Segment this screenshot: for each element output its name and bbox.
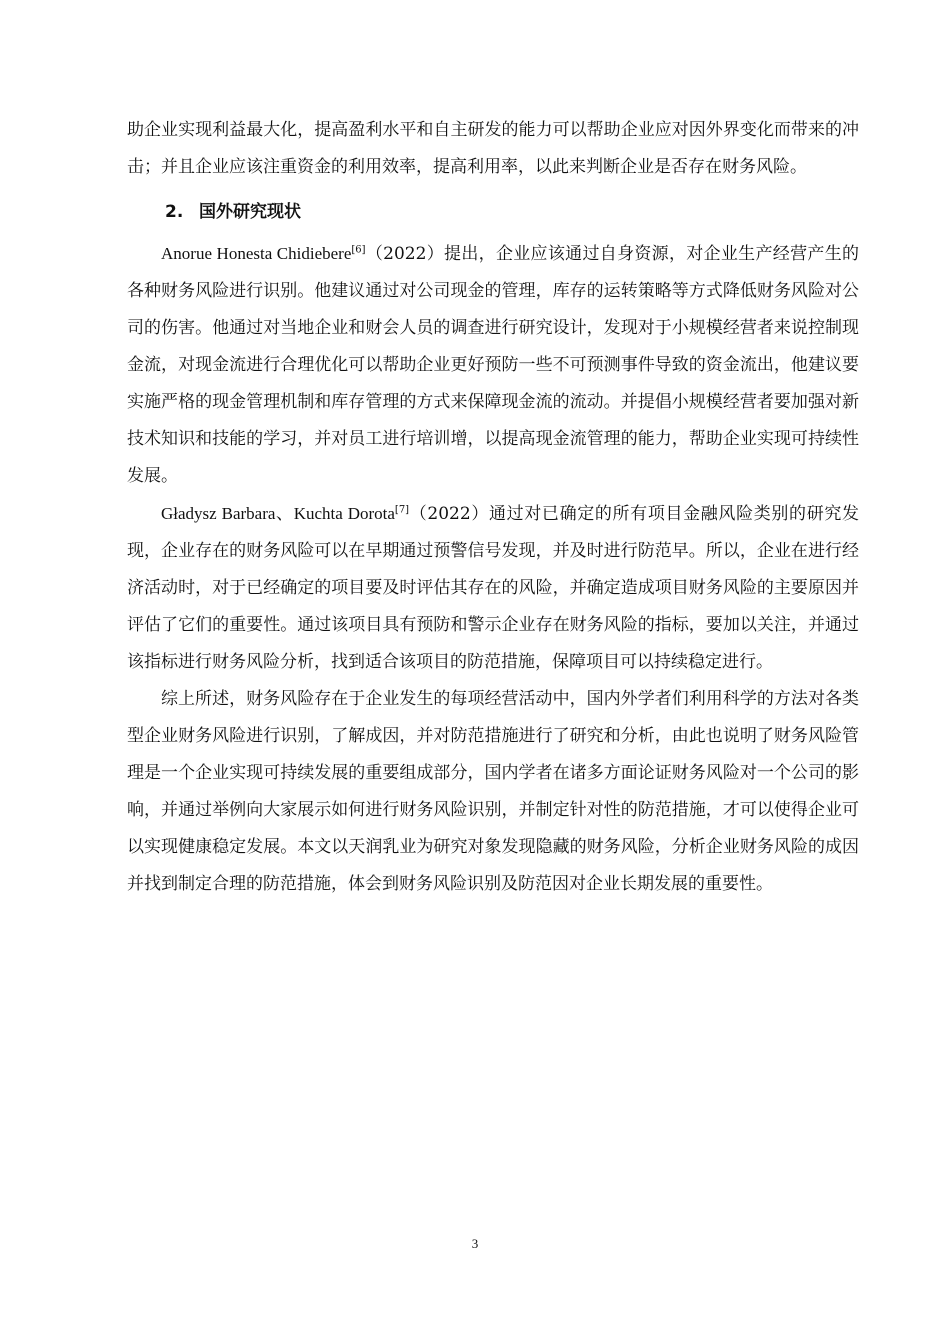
paragraph-continued: 助企业实现利益最大化，提高盈利水平和自主研发的能力可以帮助企业应对因外界变化而带来的冲击；并且企业应该注重资金的利用效率，提高利用率，以此来判断企业是否存在财务风险。 [127,120,859,177]
reference-marker: [7] [394,504,410,516]
section-heading [127,194,859,231]
citation-author: Anorue Honesta Chidiebere [161,244,352,263]
paragraph-text: （2022）通过对已确定的所有项目金融风险类别的研究发现，企业存在的财务风险可以在早期通过预警信号发现，并及时进行防范早。所以，企业在进行经济活动时，对于已经确定的项目要及时评估其存在的风险，并确定造成项目财务风险的主要原因并评估了它们的重要性。通过该项目具有预防和警示企业存在财务风险的指标，要加以关注，并通过该指标进行财务风险分析，找到适合该项目的防范措施，保障项目可以持续稳定进行。 [127,504,859,672]
reference-marker: [6] [351,244,366,256]
document-body [127,112,859,903]
page-number: 3 [471,1236,479,1251]
paragraph-chidiebere [127,235,859,495]
paragraph-text: （2022）提出，企业应该通过自身资源，对企业生产经营产生的各种财务风险进行识别。他建议通过对公司现金的管理，库存的运转策略等方式降低财务风险对公司的伤害。他通过对当地企业和财会人员的调查进行研究设计，发现对于小规模经营者来说控制现金流，对现金流进行合理优化可以帮助企业更好预防一些不可预测事件导致的资金流出，他建议要实施严格的现金管理机制和库存管理的方式来保障现金流的流动。并提倡小规模经营者要加强对新技术知识和技能的学习，并对员工进行培训增，以提高现金流管理的能力，帮助企业实现可持续性发展。 [127,244,860,486]
section-number: 2. [165,202,184,222]
citation-author: Gładysz Barbara、Kuchta Dorota [161,504,395,523]
section-title: 国外研究现状 [199,202,301,222]
paragraph-gladysz [127,495,859,681]
paragraph-summary: 综上所述，财务风险存在于企业发生的每项经营活动中，国内外学者们利用科学的方法对各类型企业财务风险进行识别，了解成因，并对防范措施进行了研究和分析，由此也说明了财务风险管理是一个企业实现可持续发展的重要组成部分，国内学者在诸多方面论证财务风险对一个公司的影响，并通过举例向大家展示如何进行财务风险识别，并制定针对性的防范措施，才可以使得企业可以实现健康稳定发展。本文以天润乳业为研究对象发现隐藏的财务风险，分析企业财务风险的成因并找到制定合理的防范措施，体会到财务风险识别及防范因对企业长期发展的重要性。 [127,689,859,894]
